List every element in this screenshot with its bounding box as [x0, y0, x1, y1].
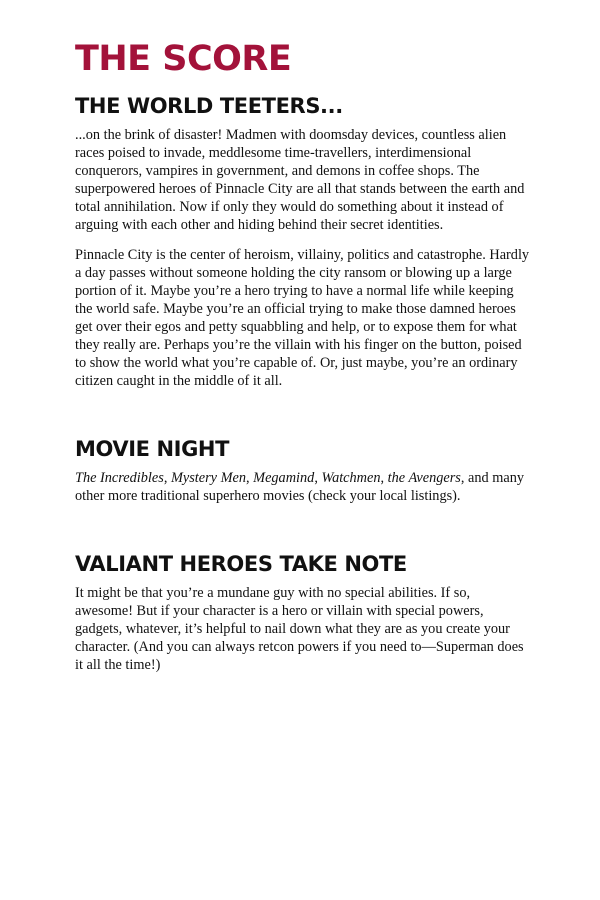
section-world-teeters: [75, 95, 530, 390]
page-title: THE SCORE: [75, 39, 292, 79]
film-title: The Incredibles: [75, 470, 164, 487]
film-separator: ,: [246, 470, 254, 487]
film-title: Watchmen: [321, 470, 381, 487]
section-movie-night: [75, 438, 530, 505]
paragraph-valiant-heroes: It might be that you’re a mundane guy with no special abilities. If so, awesome! But if your character is a hero or villain with special powers, gadgets, whatever, it’s helpful to nail down what they are as you create your character. (And you can always retcon powers if you need to—Superman does it all the time!): [75, 585, 524, 674]
paragraph-movie-list: [75, 469, 530, 505]
film-title: Mystery Men: [170, 470, 246, 487]
film-separator: ,: [163, 470, 171, 487]
paragraph-world-intro: ...on the brink of disaster! Madmen with doomsday devices, countless alien races poised to invade, meddlesome time-travellers, interdimensional conquerors, vampires in government, and demons in coffee shops. The superpowered heroes of Pinnacle City are all that stands between the earth and total annihilation. Now if only they would do something about it instead of arguing with each other and hiding behind their secret identities.: [75, 127, 525, 234]
film-title: Megamind: [253, 470, 315, 487]
section-heading-world-teeters: THE WORLD TEETERS...: [75, 94, 343, 118]
section-spacer: [75, 402, 530, 438]
film-separator: ,: [380, 470, 388, 487]
section-heading-valiant-heroes: VALIANT HEROES TAKE NOTE: [75, 552, 407, 577]
film-separator: ,: [314, 470, 322, 487]
film-title: the Avengers: [387, 470, 461, 487]
movie-list-tail: , and many other more traditional superhero movies (check your local listings).: [75, 470, 524, 505]
section-heading-movie-night: MOVIE NIGHT: [75, 437, 230, 462]
section-spacer: [75, 517, 530, 553]
paragraph-pinnacle-city: Pinnacle City is the center of heroism, villainy, politics and catastrophe. Hardly a day passes without someone holding the city ransom or blowing up a large portion of it. Maybe you’re a hero trying to have a normal life while keeping the world safe. Maybe you’re an official trying to make those damned heroes get over their egos and petty squabbling and help, or to expose them for what they really are. Perhaps you’re the villain with his finger on the button, poised to show the world what you’re capable of. Or, just maybe, you’re an ordinary citizen caught in the middle of it all.: [75, 247, 530, 390]
section-valiant-heroes: [75, 553, 530, 674]
